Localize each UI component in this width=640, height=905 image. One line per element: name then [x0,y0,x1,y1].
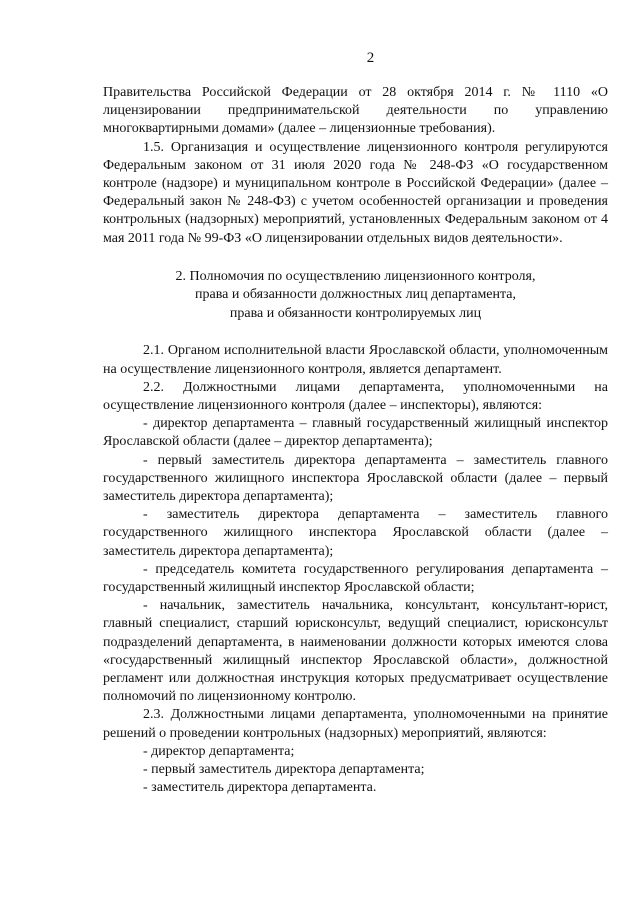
section-heading-line: 2. Полномочия по осуществлению лицензионного контроля, [175,268,536,284]
paragraph-continuation: Правительства Российской Федерации от 28 октября 2014 г. № 1110 «О лицензировании предпринимательской деятельности по управлению многоквартирными домами» (далее – лицензионные требования). [103,85,608,137]
document-body [103,84,608,797]
paragraph-1-5: 1.5. Организация и осуществление лицензионного контроля регулируются Федеральным законом от 31 июля 2020 года № 248-ФЗ «О государственном контроле (надзоре) и муниципальном контроле в Российской Федерации» (далее – Федеральный закон № 248-ФЗ) с учетом особенностей организации и проведения контрольных (надзорных) мероприятий, установленных Федеральным законом от 4 мая 2011 года № 99-ФЗ «О лицензировании отдельных видов деятельности». [103,139,608,246]
list-item: - заместитель директора департамента – заместитель главного государственного жилищного инспектора Ярославской области (далее – заместитель директора департамента); [103,507,608,559]
list-item: - директор департамента; [143,743,295,759]
section-heading-line: права и обязанности контролируемых лиц [229,305,482,321]
list-item: - начальник, заместитель начальника, консультант, консультант-юрист, главный специалист, старший юрисконсульт, ведущий специалист, юрисконсульт подразделений департамента, в наименовании должности которых имеются слова «государственный жилищный инспектор Ярославской области», должностной регламент или должностная инструкция которых предусматривает осуществление полномочий по лицензионному контролю. [103,598,608,705]
list-item: - заместитель директора департамента. [143,780,377,796]
section-heading [103,268,608,324]
document-page [103,48,608,797]
section-heading-line: права и обязанности должностных лиц департамента, [194,287,517,303]
list-item: - директор департамента – главный государственный жилищный инспектор Ярославской области (далее – директор департамента); [103,416,608,450]
paragraph-2-2: 2.2. Должностными лицами департамента, уполномоченными на осуществление лицензионного контроля (далее – инспекторы), являются: [103,379,608,413]
paragraph-2-1: 2.1. Органом исполнительной власти Ярославской области, уполномоченным на осуществление лицензионного контроля, является департамент. [103,343,608,377]
list-item: - председатель комитета государственного регулирования департамента – государственный жилищный инспектор Ярославской области; [103,561,608,595]
page-number: 2 [366,50,375,66]
list-item: - первый заместитель директора департамента – заместитель главного государственного жилищного инспектора Ярославской области (далее – первый заместитель директора департамента); [103,452,608,504]
paragraph-2-3: 2.3. Должностными лицами департамента, уполномоченными на принятие решений о проведении контрольных (надзорных) мероприятий, являются: [103,707,608,741]
list-item: - первый заместитель директора департамента; [143,762,425,777]
